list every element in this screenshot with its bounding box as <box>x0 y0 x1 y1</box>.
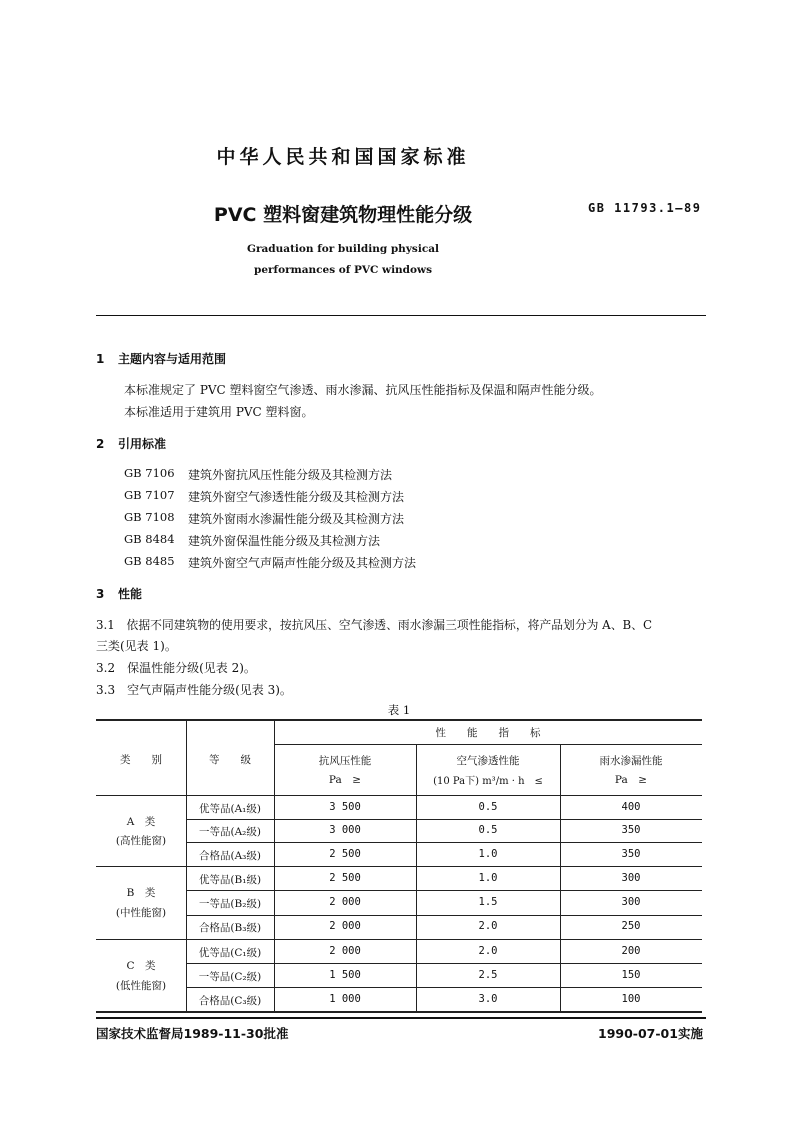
header-air-unit: (10 Pa下) m³/m · h ≤ <box>433 776 543 787</box>
document-title: PVC 塑料窗建筑物理性能分级 <box>213 204 473 226</box>
section-number: 2 <box>96 437 105 451</box>
grade-cell: 优等品(A₁级) <box>199 803 261 815</box>
ref-name: 建筑外窗空气声隔声性能分级及其检测方法 <box>188 556 417 570</box>
wind-cell: 1 500 <box>329 969 361 981</box>
header-air: 空气渗透性能 <box>456 755 520 767</box>
table-line <box>186 987 702 988</box>
footer-rule <box>96 1017 706 1019</box>
table-line <box>186 890 702 891</box>
section-number: 3 <box>96 587 105 601</box>
english-title-line-1: Graduation for building physical <box>247 243 439 255</box>
grade-cell: 合格品(A₃级) <box>199 850 261 862</box>
wind-cell: 2 000 <box>329 920 361 932</box>
ref-code: GB 7108 <box>124 510 175 524</box>
section-1-paragraph-2: 本标准适用于建筑用 PVC 塑料窗。 <box>124 405 314 419</box>
category-sub: (高性能窗) <box>115 835 167 847</box>
air-cell: 2.0 <box>478 945 498 957</box>
ref-code: GB 7107 <box>124 488 175 502</box>
english-title-line-2: performances of PVC windows <box>254 264 432 276</box>
header-rain-unit: Pa ≥ <box>614 774 648 786</box>
table-line <box>274 744 702 745</box>
effective-date: 1990-07-01实施 <box>598 1026 703 1041</box>
table-line <box>186 842 702 843</box>
rain-cell: 100 <box>621 993 641 1005</box>
clause-3-2: 3.2 保温性能分级(见表 2)。 <box>96 661 256 675</box>
rain-cell: 150 <box>621 969 641 981</box>
grade-cell: 一等品(C₂级) <box>198 971 262 983</box>
header-wind: 抗风压性能 <box>318 755 372 767</box>
category-name: B 类 <box>126 887 156 899</box>
rain-cell: 300 <box>621 872 641 884</box>
section-1-paragraph-1: 本标准规定了 PVC 塑料窗空气渗透、雨水渗漏、抗风压性能指标及保温和隔声性能分级。 <box>124 383 602 397</box>
air-cell: 1.5 <box>478 896 498 908</box>
category-sub: (中性能窗) <box>115 907 167 919</box>
section-1-heading <box>96 350 226 367</box>
rain-cell: 350 <box>621 824 641 836</box>
header-performance-group: 性 能 指 标 <box>435 727 541 739</box>
category-name: A 类 <box>126 816 156 828</box>
wind-cell: 2 500 <box>329 848 361 860</box>
header-wind-unit: Pa ≥ <box>328 774 362 786</box>
table-line <box>186 963 702 964</box>
table-caption: 表 1 <box>387 703 411 717</box>
table-line <box>186 819 702 820</box>
wind-cell: 1 000 <box>329 993 361 1005</box>
category-sub: (低性能窗) <box>115 980 167 992</box>
air-cell: 3.0 <box>478 993 498 1005</box>
section-title: 性能 <box>118 587 143 601</box>
grade-cell: 优等品(B₁级) <box>198 874 262 886</box>
approval-date: 国家技术监督局1989-11-30批准 <box>96 1026 289 1041</box>
wind-cell: 2 500 <box>329 872 361 884</box>
clause-3-3: 3.3 空气声隔声性能分级(见表 3)。 <box>96 683 292 697</box>
header-rule <box>96 315 706 316</box>
section-3-heading <box>96 585 142 602</box>
ref-name: 建筑外窗保温性能分级及其检测方法 <box>188 534 381 548</box>
wind-cell: 3 000 <box>329 824 361 836</box>
header-grade: 等 级 <box>209 754 251 766</box>
clause-3-1-line-1: 3.1 依据不同建筑物的使用要求，按抗风压、空气渗透、雨水渗漏三项性能指标，将产品划分为 A、B、C <box>96 618 652 632</box>
rain-cell: 400 <box>621 801 641 813</box>
air-cell: 2.5 <box>478 969 498 981</box>
table-line <box>186 915 702 916</box>
ref-name: 建筑外窗雨水渗漏性能分级及其检测方法 <box>188 512 405 526</box>
grade-cell: 一等品(A₂级) <box>199 826 261 838</box>
ref-name: 建筑外窗抗风压性能分级及其检测方法 <box>188 468 393 482</box>
rain-cell: 200 <box>621 945 641 957</box>
air-cell: 0.5 <box>478 824 498 836</box>
ref-code: GB 8485 <box>124 554 175 568</box>
wind-cell: 2 000 <box>329 945 361 957</box>
ref-code: GB 8484 <box>124 532 175 546</box>
air-cell: 2.0 <box>478 920 498 932</box>
grade-cell: 优等品(C₁级) <box>198 947 262 959</box>
section-number: 1 <box>96 352 105 366</box>
rain-cell: 350 <box>621 848 641 860</box>
category-name: C 类 <box>126 960 156 972</box>
grade-cell: 一等品(B₂级) <box>198 898 262 910</box>
section-title: 引用标准 <box>118 437 167 451</box>
national-standard-heading: 中华人民共和国国家标准 <box>216 146 470 168</box>
ref-name: 建筑外窗空气渗透性能分级及其检测方法 <box>188 490 405 504</box>
table-bottom-rule <box>96 1011 702 1013</box>
section-2-heading <box>96 435 166 452</box>
wind-cell: 3 500 <box>329 801 361 813</box>
header-category: 类 别 <box>120 754 162 766</box>
ref-code: GB 7106 <box>124 466 175 480</box>
section-title: 主题内容与适用范围 <box>118 352 227 366</box>
grade-cell: 合格品(B₃级) <box>198 922 262 934</box>
standard-number: GB 11793.1—89 <box>588 201 702 215</box>
rain-cell: 300 <box>621 896 641 908</box>
clause-3-1-line-2: 三类(见表 1)。 <box>96 639 177 653</box>
header-rain: 雨水渗漏性能 <box>599 755 663 767</box>
rain-cell: 250 <box>621 920 641 932</box>
air-cell: 1.0 <box>478 872 498 884</box>
air-cell: 1.0 <box>478 848 498 860</box>
grade-cell: 合格品(C₃级) <box>198 995 262 1007</box>
wind-cell: 2 000 <box>329 896 361 908</box>
air-cell: 0.5 <box>478 801 498 813</box>
